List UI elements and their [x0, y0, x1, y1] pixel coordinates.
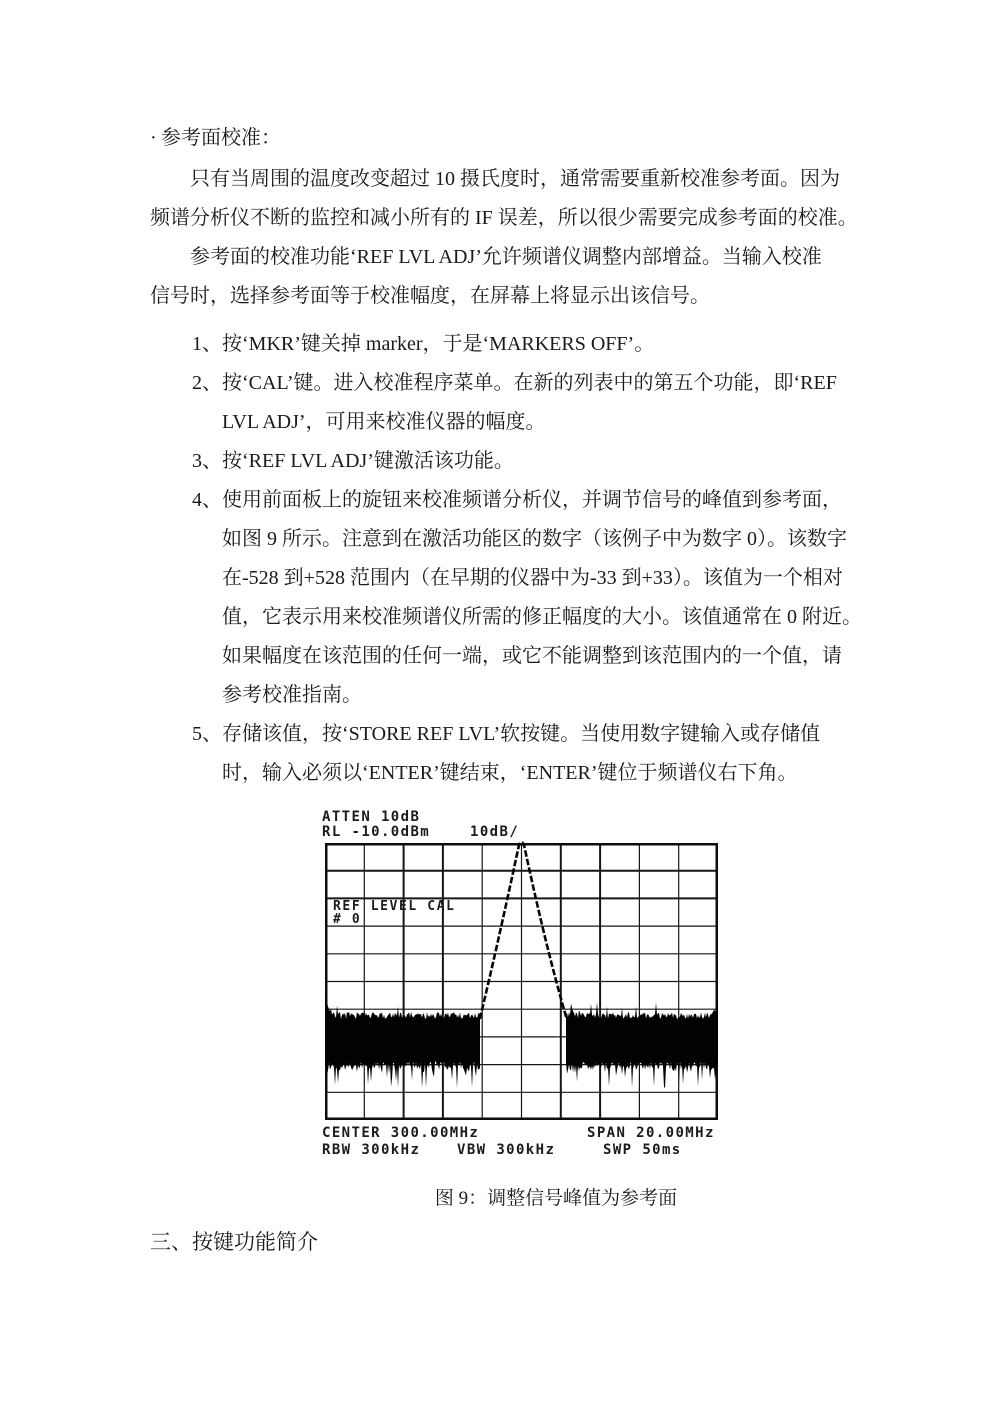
text-line: 在-528 到+528 范围内（在早期的仪器中为-33 到+33）。该值为一个相对 — [222, 567, 843, 589]
text-line: 信号时，选择参考面等于校准幅度，在屏幕上将显示出该信号。 — [150, 285, 710, 307]
text-line: 1、按‘MKR’键关掉 marker，于是‘MARKERS OFF’。 — [192, 333, 655, 355]
text-flow — [150, 119, 860, 793]
ref-level-readout: RL -10.0dBm — [322, 824, 431, 840]
section-bullet-heading-label: 参考面校准： — [161, 127, 281, 149]
active-function-label: REF LEVEL CAL — [333, 899, 456, 914]
spectrum-trace-graphic — [325, 843, 719, 1121]
text-line: 参考校准指南。 — [222, 684, 362, 706]
vbw-readout: VBW 300kHz — [457, 1142, 556, 1158]
text-line: 3、按‘REF LVL ADJ’键激活该功能。 — [192, 450, 514, 472]
text-line: 时，输入必须以‘ENTER’键结束，‘ENTER’键位于频谱仪右下角。 — [222, 762, 798, 784]
text-line: 4、使用前面板上的旋钮来校准频谱分析仪，并调节信号的峰值到参考面， — [192, 489, 842, 511]
text-line: 只有当周围的温度改变超过 10 摄氏度时，通常需要重新校准参考面。因为 — [190, 168, 840, 190]
text-line: 参考面的校准功能‘REF LVL ADJ’允许频谱仪调整内部增益。当输入校准 — [190, 246, 822, 268]
text-line: 如图 9 所示。注意到在激活功能区的数字（该例子中为数字 0）。该数字 — [222, 528, 847, 550]
figure-caption: 图 9：调整信号峰值为参考面 — [434, 1188, 678, 1209]
rbw-readout: RBW 300kHz — [322, 1142, 421, 1158]
text-line: 5、存储该值，按‘STORE REF LVL’软按键。当使用数字键输入或存储值 — [192, 723, 821, 745]
atten-readout: ATTEN 10dB — [322, 809, 421, 825]
sweep-readout: SWP 50ms — [603, 1142, 682, 1158]
span-readout: SPAN 20.00MHz — [587, 1125, 715, 1141]
section-heading: 三、按键功能简介 — [150, 1230, 318, 1254]
figure-9-spectrum-display — [318, 808, 722, 1168]
active-function-value: # 0 — [333, 912, 362, 927]
text-line: 频谱分析仪不断的监控和减小所有的 IF 误差，所以很少需要完成参考面的校准。 — [150, 207, 858, 229]
text-line: 2、按‘CAL’键。进入校准程序菜单。在新的列表中的第五个功能，即‘REF — [192, 372, 837, 394]
text-line: 如果幅度在该范围的任何一端，或它不能调整到该范围内的一个值，请 — [222, 645, 842, 667]
center-freq-readout: CENTER 300.00MHz — [322, 1125, 480, 1141]
scale-readout: 10dB/ — [470, 824, 520, 840]
text-line: 值，它表示用来校准频谱仪所需的修正幅度的大小。该值通常在 0 附近。 — [222, 606, 862, 628]
spectrum-screen — [325, 843, 719, 1121]
bullet-icon: · — [150, 127, 157, 149]
section-bullet-heading — [150, 119, 860, 158]
text-line: LVL ADJ’，可用来校准仪器的幅度。 — [222, 411, 546, 433]
